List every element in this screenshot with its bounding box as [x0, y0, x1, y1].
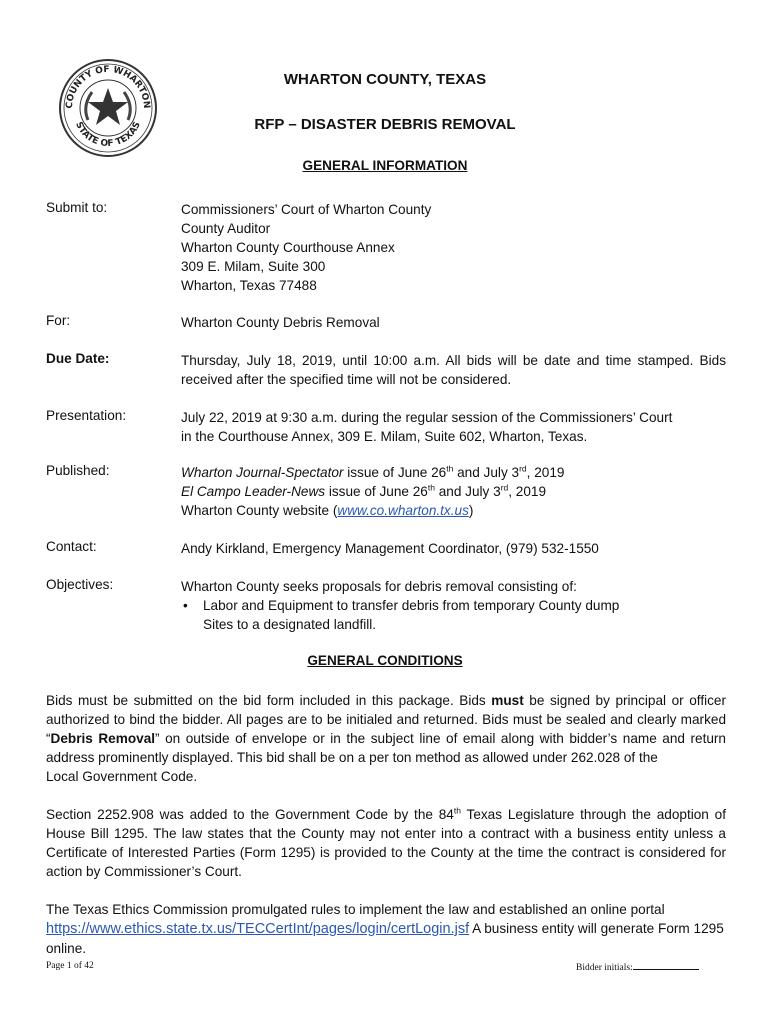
paragraph-text: Section 2252.908 was added to the Government Code by the 84 [46, 807, 454, 822]
ordinal-suffix: th [446, 463, 454, 474]
bullet-icon: • [183, 598, 188, 613]
conditions-paragraph-3 [46, 900, 726, 958]
ordinal-suffix: th [453, 805, 461, 816]
publication-text: ) [468, 503, 474, 518]
newspaper-name: El Campo Leader-News [181, 484, 326, 499]
address-line: Commissioners’ Court of Wharton County [181, 202, 432, 217]
address-line: 309 E. Milam, Suite 300 [181, 259, 326, 274]
due-date-label: Due Date: [46, 351, 110, 366]
paragraph-text: The Texas Ethics Commission promulgated rules to implement the law and established an online portal [46, 902, 665, 917]
svg-text:STATE OF TEXAS: STATE OF TEXAS [73, 120, 143, 150]
paragraph-text: Texas Legislature through the adoption of House Bill 1295. The law states that the County may not enter into a contract with a business entity unless a Certificate of Interested Parties (Form 1295) is provided to the County at the time the contract is considered for action by Commissioner’s Court. [46, 807, 726, 879]
list-item-text: Labor and Equipment to transfer debris from temporary County dump [203, 598, 620, 613]
objectives-label: Objectives: [46, 577, 114, 592]
publication-line [181, 463, 726, 482]
initials-blank-line[interactable] [633, 961, 699, 970]
paragraph-text: be signed by principal or officer authorized to bind the bidder. All pages are to be initialed and returned. Bids must be sealed and clearly marked “ [46, 693, 727, 746]
publication-text: issue of June 26 [343, 465, 447, 480]
objectives-value [181, 577, 726, 634]
published-label: Published: [46, 463, 110, 478]
publication-text: , 2019 [526, 465, 565, 480]
publication-text: and July 3 [453, 465, 520, 480]
publication-text: , 2019 [508, 484, 547, 499]
submit-to-label: Submit to: [46, 200, 108, 215]
paragraph-text: ” on outside of envelope or in the subject line of email along with bidder’s name and return address prominently displayed. This bid shall be on a per ton method as allowed under 262.028 of the [46, 731, 726, 765]
list-item [181, 596, 726, 615]
newspaper-name: Wharton Journal-Spectator [181, 465, 344, 480]
address-line: Wharton County Courthouse Annex [181, 240, 395, 255]
publication-line [181, 482, 726, 501]
county-website-link[interactable]: www.co.wharton.tx.us [337, 503, 469, 518]
list-item-continuation: Sites to a designated landfill. [203, 617, 377, 632]
contact-label: Contact: [46, 539, 97, 554]
submit-to-address [181, 200, 726, 295]
address-line: County Auditor [181, 221, 271, 236]
for-label: For: [46, 313, 71, 328]
ordinal-suffix: rd [519, 463, 527, 474]
presentation-line: July 22, 2019 at 9:30 a.m. during the regular session of the Commissioners’ Court [181, 410, 673, 425]
bidder-initials-label: Bidder initials: [576, 963, 633, 973]
page-number: Page 1 of 42 [46, 961, 94, 971]
emphasis-text: must [491, 693, 524, 708]
contact-value: Andy Kirkland, Emergency Management Coordinator, (979) 532-1550 [181, 541, 599, 556]
presentation-line: in the Courthouse Annex, 309 E. Milam, Suite 602, Wharton, Texas. [181, 429, 588, 444]
conditions-paragraph-1 [46, 691, 726, 786]
emphasis-text: Debris Removal [50, 731, 156, 746]
paragraph-text: Bids must be submitted on the bid form included in this package. Bids [46, 693, 492, 708]
paragraph-text: online. [46, 941, 87, 956]
section-heading-general-conditions: GENERAL CONDITIONS [307, 653, 463, 668]
section-heading-general-information: GENERAL INFORMATION [302, 158, 468, 173]
paragraph-text: A business entity will generate Form 1295 [469, 921, 724, 936]
due-date-value: Thursday, July 18, 2019, until 10:00 a.m. All bids will be date and time stamped. Bids received after the specified time will not be considered. [181, 353, 726, 387]
publication-text: and July 3 [434, 484, 501, 499]
ethics-portal-link[interactable]: https://www.ethics.state.tx.us/TECCertInt/pages/login/certLogin.jsf [46, 921, 470, 937]
conditions-paragraph-2 [46, 805, 726, 881]
published-value [181, 463, 726, 520]
ordinal-suffix: rd [500, 482, 509, 493]
publication-text: Wharton County website ( [181, 503, 338, 518]
for-value: Wharton County Debris Removal [181, 315, 380, 330]
document-title: WHARTON COUNTY, TEXAS [283, 71, 487, 88]
ordinal-suffix: th [427, 482, 435, 493]
svg-text:COUNTY OF WHARTON: COUNTY OF WHARTON [64, 64, 152, 109]
publication-text: issue of June 26 [325, 484, 428, 499]
bidder-initials [576, 961, 699, 973]
paragraph-text: Local Government Code. [46, 769, 198, 784]
presentation-label: Presentation: [46, 408, 127, 423]
document-subtitle: RFP – DISASTER DEBRIS REMOVAL [254, 116, 516, 133]
publication-line [181, 501, 726, 520]
objectives-intro: Wharton County seeks proposals for debris removal consisting of: [181, 579, 577, 594]
presentation-value [181, 408, 726, 446]
address-line: Wharton, Texas 77488 [181, 278, 317, 293]
